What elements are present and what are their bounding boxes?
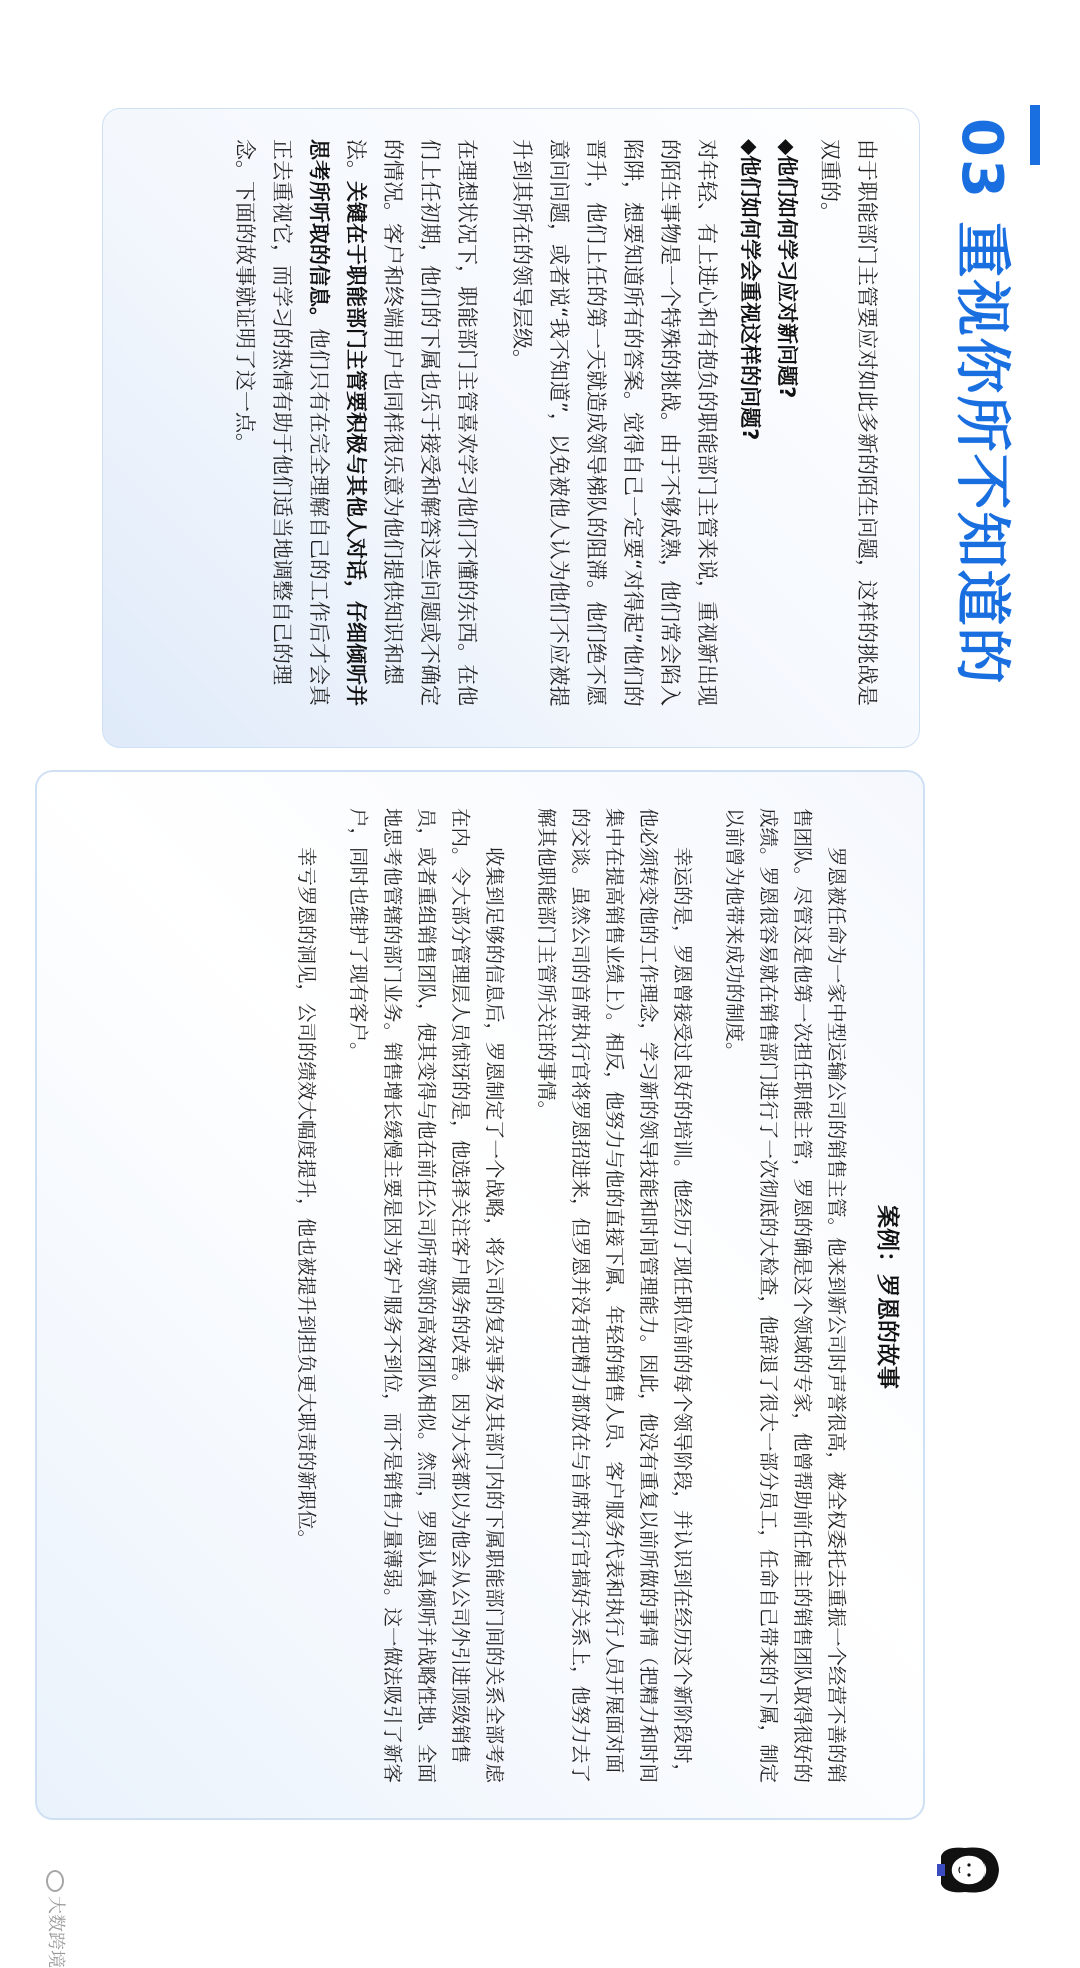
- heading-accent-bar: [1030, 105, 1040, 165]
- case-study-box: [35, 770, 925, 1820]
- bullet-question-1: ◆他们如何学习应对新问题?: [775, 139, 799, 399]
- watermark-logo-icon: [46, 1870, 64, 1892]
- case-study-title: 案例：罗恩的故事: [874, 1205, 900, 1389]
- case-paragraph-1: 罗恩被任命为一家中型运输公司的销售主管。他来到新公司时声誉很高，被全权委托去重振一个经营不善的销售团队。尽管这是他第一次担任职能主管，罗恩的确是这个领域的专家，他曾帮助前任雇主的销售团队取得很好的成绩。罗恩很容易就在销售部门进行了一次彻底的大检查，他辞退了很大一部分员工，任命自己带来的下属，制定以前曾为他带来成功的制度。: [723, 808, 848, 1784]
- intro-text-box: [102, 108, 920, 748]
- bullet-question-2: ◆他们如何学会重视这样的问题?: [738, 139, 762, 441]
- section-number: 03: [949, 118, 1014, 200]
- body-paragraph-2-tail: 他们只有在完全理解自己的工作后才会真正去重视它，而学习的热情有助于他们适当地调整自己的理念。下面的故事就证明了这一点。: [233, 139, 331, 706]
- body-paragraph-2-bold: 关键在于职能部门主管要积极与其他人对话，仔细倾听并思考所听取的信息。: [307, 139, 368, 706]
- case-paragraph-3: 收集到足够的信息后，罗恩制定了一个战略，将公司的复杂事务及其部门内的下属职能部门间的关系全部考虑在内。令大部分管理层人员惊讶的是，他选择关注客户服务的改善。因为大家都以为他会从公司外引进顶级销售员，或者重组销售团队，使其变得与他在前任公司所带领的高效团队相似。然而，罗恩认真倾听并战略性地、全面地思考他管辖的部门业务。销售增长缓慢主要是因为客户服务不到位，而不是销售力量薄弱。这一做法吸引了新客户，同时也维护了现有客户。: [347, 808, 506, 1784]
- watermark-text: 大数跨境: [45, 1896, 66, 1968]
- section-title: 重视你所不知道的: [949, 221, 1014, 686]
- intro-paragraph: 由于职能部门主管要应对如此多新的陌生问题，这样的挑战是双重的。: [818, 139, 879, 706]
- body-paragraph-1: 对年轻、有上进心和有抱负的职能部门主管来说，重视新出现的陌生事物是一个特殊的挑战。由于不够成熟，他们常会陷入陷阱，想要知道所有的答案。觉得自己一定要“对得起”他们的晋升，他们上任的第一天就造成领导梯队的阻滞。他们绝不愿意问问题，或者说“我不知道”，以免被他人认为他们不应被提升到其所在的领导层级。: [510, 139, 719, 707]
- case-paragraph-2: 幸运的是，罗恩曾接受过良好的培训。他经历了现任职位前的每个领导阶段，并认识到在经历这个新阶段时，他必须转变他的工作理念，学习新的领导技能和时间管理能力。因此，他没有重复以前所做的事情（把精力和时间集中在提高销售业绩上）。相反，他努力与他的直接下属、年轻的销售人员、客户服务代表和执行人员开展面对面的交谈。虽然公司的首席执行官将罗恩招进来，但罗恩并没有把精力都放在与首席执行官搞好关系上，他努力去了解其他职能部门主管所关注的事情。: [535, 808, 694, 1784]
- body-paragraph-2-plain: 在理想状况下，职能部门主管喜欢学习他们不懂的东西。在他们上任初期，他们的下属也乐于接受和解答这些问题或不确定的情况。客户和终端用户也同样很乐意为他们提供知识和想法。: [344, 139, 479, 706]
- body-paragraph-2: [226, 139, 485, 719]
- avatar-icon: [935, 1840, 1005, 1900]
- watermark: [44, 1870, 70, 1968]
- case-paragraph-4: 幸亏罗恩的洞见，公司的绩效大幅度提升，他也被提升到担负更大职责的新职位。: [295, 847, 318, 1550]
- section-heading: [946, 118, 1016, 685]
